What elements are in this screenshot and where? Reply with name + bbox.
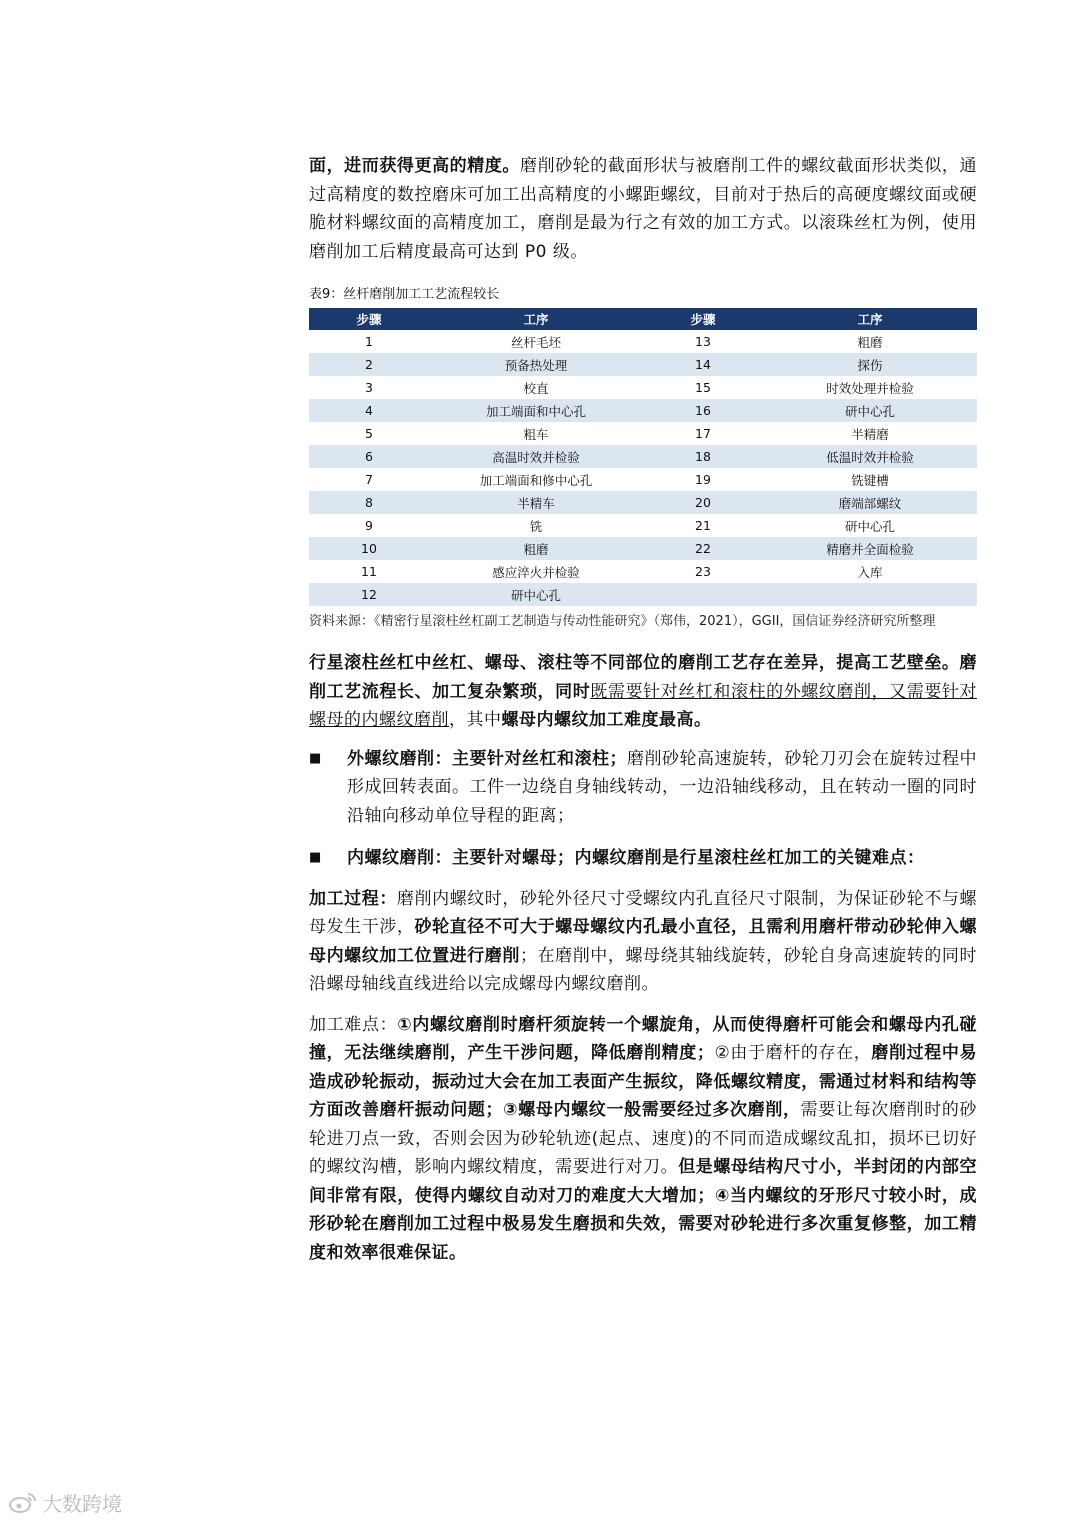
table-cell: 12 bbox=[309, 583, 429, 606]
bullet-square-icon: ■ bbox=[309, 750, 322, 766]
bullet-internal-thread bbox=[309, 844, 977, 873]
table-cell: 5 bbox=[365, 426, 373, 441]
difficulty-text-1: ②由于磨杆的存在， bbox=[714, 1043, 872, 1063]
bullet-square-icon: ■ bbox=[309, 850, 322, 865]
table-caption: 表9：丝杆磨削加工工艺流程较长 bbox=[309, 287, 500, 302]
table-cell: 时效处理并检验 bbox=[826, 380, 914, 396]
table-cell: 22 bbox=[643, 537, 763, 560]
table-cell: 16 bbox=[643, 399, 763, 422]
table-row bbox=[309, 514, 977, 537]
table-cell: 8 bbox=[309, 491, 429, 514]
table-cell: 研中心孔 bbox=[429, 583, 643, 606]
table-row bbox=[309, 445, 977, 468]
process-label: 加工过程： bbox=[309, 888, 397, 909]
watermark bbox=[8, 1488, 122, 1517]
watermark-text: 大数跨境 bbox=[42, 1492, 122, 1516]
table-header-row bbox=[309, 308, 977, 330]
process-text-1: 磨削内螺纹时，砂轮外径尺寸受螺纹内孔直径尺寸限制，为保证砂轮不与螺母发生干涉， bbox=[309, 888, 977, 937]
table-cell: 6 bbox=[309, 445, 429, 468]
table-cell: 11 bbox=[361, 564, 377, 579]
table-cell: 20 bbox=[643, 491, 763, 514]
table-cell: 研中心孔 bbox=[844, 518, 895, 534]
header-step-left: 步骤 bbox=[309, 308, 429, 330]
header-process-right: 工序 bbox=[763, 308, 977, 330]
table-cell: 入库 bbox=[857, 564, 883, 580]
table-cell: 半精车 bbox=[429, 491, 643, 514]
table-row bbox=[309, 537, 977, 560]
intro-bold: 面，进而获得更高的精度。 bbox=[309, 156, 520, 176]
table-row bbox=[309, 376, 977, 399]
weibo-logo-icon bbox=[8, 1491, 38, 1515]
table-cell: 4 bbox=[309, 399, 429, 422]
intro-text: 磨削砂轮的截面形状与被磨削工件的螺纹截面形状类似，通过高精度的数控磨床可加工出高精度的小螺距螺纹，目前对于热后的高硬度螺纹面或硬脆材料螺纹面的高精度加工，磨削是最为行之有效的加工方式。以滚珠丝杠为例，使用磨削加工后精度最高可达到 P0 级。 bbox=[309, 156, 978, 262]
para2-text: ，其中 bbox=[449, 710, 502, 730]
table-row bbox=[309, 491, 977, 514]
process-bold: 砂轮直径不可大于螺母螺纹内孔最小直径，且需利用磨杆带动砂轮伸入螺母内螺纹加工位置进行磨削 bbox=[309, 917, 978, 966]
table-row bbox=[309, 560, 977, 583]
table-cell: 预备热处理 bbox=[429, 353, 643, 376]
table-cell: 粗车 bbox=[523, 426, 549, 442]
table-row bbox=[309, 422, 977, 445]
header-step-right: 步骤 bbox=[643, 308, 763, 330]
process-paragraph bbox=[309, 885, 977, 999]
difficulty-paragraph bbox=[309, 1011, 977, 1268]
difficulty-text-2: 需要让每次磨削时的砂轮进刀点一致，否则会因为砂轮轨迹(起点、速度)的不同而造成螺纹乱扣，损坏已切好的螺纹沟槽，影响内螺纹精度，需要进行对刀。 bbox=[309, 1100, 978, 1177]
table-source-note: 资料来源：《精密行星滚柱丝杠副工艺制造与传动性能研究》（郑伟，2021），GGII，国信证券经济研究所整理 bbox=[309, 614, 936, 629]
table-cell: 感应淬火并检验 bbox=[492, 564, 580, 580]
table-row bbox=[309, 353, 977, 376]
para2-bold-end: 螺母内螺纹加工难度最高。 bbox=[501, 710, 712, 730]
table-cell: 21 bbox=[695, 518, 711, 533]
table-cell: 加工端面和中心孔 bbox=[429, 399, 643, 422]
bullet1-bold: 外螺纹磨削：主要针对丝杠和滚柱； bbox=[347, 748, 627, 769]
table-cell: 粗磨 bbox=[857, 334, 883, 350]
bullet1-text: 磨削砂轮高速旋转，砂轮刀刃会在旋转过程中形成回转表面。工件一边绕自身轴线转动，一边沿轴线移动，且在转动一圈的同时沿轴向移动单位导程的距离； bbox=[347, 748, 977, 826]
table-row bbox=[309, 583, 977, 606]
table-cell: 丝杆毛坯 bbox=[510, 334, 561, 350]
table-cell: 3 bbox=[365, 380, 373, 395]
intro-paragraph bbox=[309, 152, 977, 266]
bullet-external-text bbox=[347, 745, 977, 831]
table-row bbox=[309, 468, 977, 491]
planetary-roller-paragraph bbox=[309, 649, 977, 735]
table-cell: 9 bbox=[365, 518, 373, 533]
table-cell: 铣 bbox=[529, 518, 543, 534]
table-cell: 磨端部螺纹 bbox=[763, 491, 977, 514]
table-cell: 19 bbox=[695, 472, 711, 487]
table-cell: 精磨并全面检验 bbox=[763, 537, 977, 560]
table-row bbox=[309, 399, 977, 422]
process-text-2: ；在磨削中，螺母绕其轴线旋转，砂轮自身高速旋转的同时沿螺母轴线直线进给以完成螺母内螺纹磨削。 bbox=[309, 945, 978, 994]
table-cell: 铣键槽 bbox=[851, 472, 889, 488]
table-cell: 研中心孔 bbox=[763, 399, 977, 422]
table-cell: 加工端面和修中心孔 bbox=[479, 472, 593, 488]
table-cell: 1 bbox=[365, 334, 373, 349]
table-cell: 2 bbox=[309, 353, 429, 376]
table-cell: 7 bbox=[365, 472, 373, 487]
table-cell: 粗磨 bbox=[429, 537, 643, 560]
difficulty-bold-3: 但是螺母结构尺寸小，半封闭的内部空间非常有限，使得内螺纹自动对刀的难度大大增加；④当内螺纹的牙形尺寸较小时，成形砂轮在磨削加工过程中极易发生磨损和失效，需要对砂轮进行多次重复修整，加工精度和效率很难保证。 bbox=[309, 1157, 977, 1263]
grinding-process-table bbox=[309, 308, 977, 606]
table-cell bbox=[643, 583, 763, 606]
table-cell: 17 bbox=[695, 426, 711, 441]
para2-bold-lead: 行星滚柱丝杠中丝杠、螺母、滚柱等不同部位的磨削工艺存在差异，提高工艺壁垒。磨削工艺流程长、加工复杂繁琐，同时 bbox=[309, 653, 977, 702]
table-cell: 校直 bbox=[523, 380, 549, 396]
table-cell bbox=[763, 583, 977, 606]
table-cell: 15 bbox=[695, 380, 711, 395]
difficulty-bold-2: 磨削过程中易造成砂轮振动，振动过大会在加工表面产生振纹，降低螺纹精度，需通过材料和结构等方面改善磨杆振动问题；③螺母内螺纹一般需要经过多次磨削， bbox=[309, 1043, 978, 1120]
report-content bbox=[309, 152, 977, 1267]
table-cell: 13 bbox=[695, 334, 711, 349]
difficulty-label: 加工难点： bbox=[309, 1014, 398, 1035]
table-cell: 14 bbox=[643, 353, 763, 376]
table-cell: 高温时效并检验 bbox=[429, 445, 643, 468]
header-process-left: 工序 bbox=[429, 308, 643, 330]
bullet-external-thread bbox=[309, 745, 977, 831]
table-row bbox=[309, 330, 977, 353]
table-cell: 18 bbox=[643, 445, 763, 468]
table-cell: 23 bbox=[695, 564, 711, 579]
table-cell: 低温时效并检验 bbox=[763, 445, 977, 468]
para2-underlined: 既需要针对丝杠和滚柱的外螺纹磨削，又需要针对螺母的内螺纹磨削 bbox=[309, 681, 977, 730]
table-cell: 半精磨 bbox=[851, 426, 889, 442]
bullet2-bold: 内螺纹磨削：主要针对螺母；内螺纹磨削是行星滚柱丝杠加工的关键难点： bbox=[347, 848, 925, 868]
difficulty-bold-1: ①内螺纹磨削时磨杆须旋转一个螺旋角，从而使得磨杆可能会和螺母内孔碰撞，无法继续磨削，产生干涉问题，降低磨削精度； bbox=[309, 1014, 977, 1063]
table-cell: 10 bbox=[309, 537, 429, 560]
table-cell: 探伤 bbox=[763, 353, 977, 376]
